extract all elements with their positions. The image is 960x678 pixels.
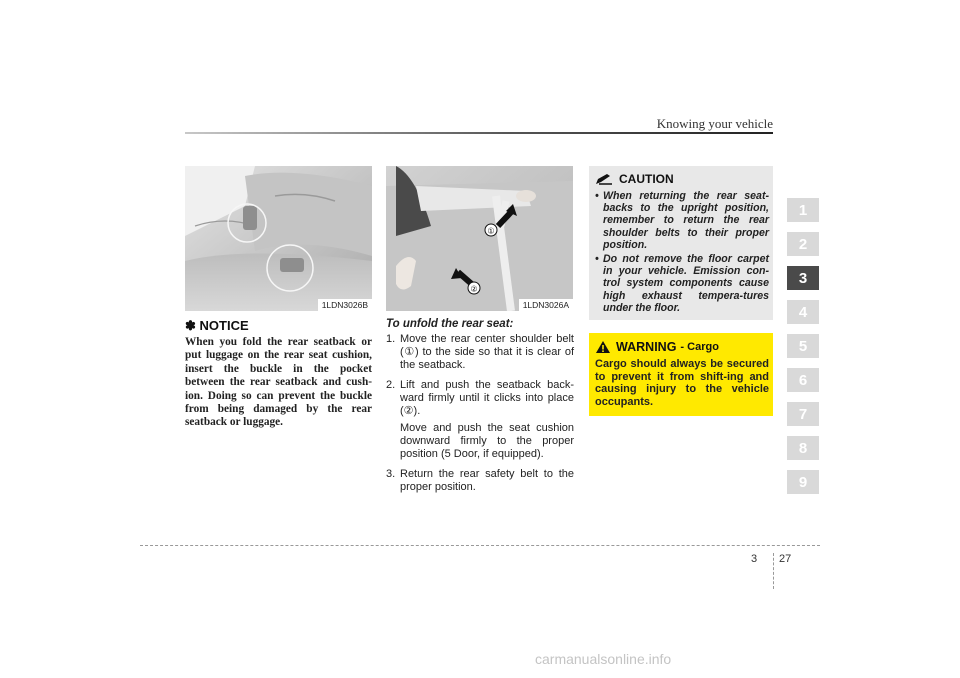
warning-heading: WARNING bbox=[616, 340, 677, 354]
chapter-tab-2[interactable]: 2 bbox=[787, 232, 819, 256]
chapter-tab-4[interactable]: 4 bbox=[787, 300, 819, 324]
caution-header bbox=[595, 172, 674, 186]
caution-list bbox=[595, 190, 769, 316]
chapter-tab-7[interactable]: 7 bbox=[787, 402, 819, 426]
pencil-icon bbox=[595, 173, 613, 185]
seat-illustration bbox=[185, 166, 372, 311]
warning-subheading: - Cargo bbox=[680, 341, 719, 353]
bullet-icon: • bbox=[595, 190, 599, 202]
notice-heading bbox=[185, 318, 249, 334]
photo-label-2: ② bbox=[470, 284, 478, 294]
chapter-tab-8[interactable]: 8 bbox=[787, 436, 819, 460]
step-2-text: Lift and push the seatback back-ward firmly until it clicks into place (②). bbox=[400, 379, 574, 417]
step-2-extra: Move and push the seat cushion downward firmly to the proper position (5 Door, if equipped). bbox=[400, 422, 574, 460]
caution-box bbox=[589, 166, 773, 320]
unfold-steps bbox=[386, 333, 574, 501]
step-1-text: Move the rear center shoulder belt (①) to the side so that it is clear of the seatback. bbox=[400, 333, 574, 371]
notice-symbol: ✽ bbox=[185, 318, 196, 333]
photo-label-1: ① bbox=[487, 226, 495, 236]
unfold-illustration bbox=[386, 166, 573, 311]
step-2-num: 2. bbox=[386, 379, 396, 391]
warning-box bbox=[589, 333, 773, 416]
header-rule bbox=[185, 132, 773, 134]
warning-body: Cargo should always be secured to prevent it from shift-ing and causing injury to the vehicle occupants. bbox=[595, 358, 769, 408]
caution-item bbox=[595, 253, 769, 314]
step-1-num: 1. bbox=[386, 333, 396, 345]
step-3 bbox=[386, 468, 574, 498]
caution-item-text: When returning the rear seat-backs to the upright position, remember to return the rear shoulder belts to their proper position. bbox=[603, 190, 769, 251]
footer-divider bbox=[773, 553, 774, 589]
bullet-icon: • bbox=[595, 253, 599, 266]
warning-header bbox=[595, 340, 719, 354]
caution-heading: CAUTION bbox=[619, 172, 674, 186]
notice-heading-text: NOTICE bbox=[199, 318, 249, 333]
caution-item bbox=[595, 190, 769, 251]
warning-triangle-icon bbox=[595, 340, 611, 354]
rear-seat-buckle-photo bbox=[185, 166, 372, 311]
chapter-tab-3[interactable]: 3 bbox=[787, 266, 819, 290]
section-title: Knowing your vehicle bbox=[656, 116, 773, 131]
chapter-tab-1[interactable]: 1 bbox=[787, 198, 819, 222]
chapter-tab-9[interactable]: 9 bbox=[787, 470, 819, 494]
chapter-tab-6[interactable]: 6 bbox=[787, 368, 819, 392]
page-chapter: 3 bbox=[751, 553, 758, 565]
watermark: carmanualsonline.info bbox=[535, 651, 672, 667]
step-3-num: 3. bbox=[386, 468, 396, 480]
unfold-heading: To unfold the rear seat: bbox=[386, 318, 514, 330]
page-number: 27 bbox=[779, 553, 792, 565]
step-2 bbox=[386, 379, 574, 465]
photo-code-right: 1LDN3026A bbox=[519, 299, 573, 311]
unfold-seat-photo bbox=[386, 166, 573, 311]
step-1 bbox=[386, 333, 574, 376]
photo-code-left: 1LDN3026B bbox=[318, 299, 372, 311]
chapter-tab-5[interactable]: 5 bbox=[787, 334, 819, 358]
caution-item-text: Do not remove the floor carpet in your vehicle. Emission con-trol system components cause high exhaust tempera-tures under the floor. bbox=[603, 253, 769, 314]
step-3-text: Return the rear safety belt to the proper position. bbox=[400, 468, 574, 493]
footer-rule bbox=[140, 545, 820, 546]
notice-body: When you fold the rear seatback or put luggage on the rear seat cushion, insert the buckle in the pocket between the rear seatback and cush-ion. Doing so can prevent the buckle from being damaged by the rear seatback or luggage. bbox=[185, 336, 372, 429]
